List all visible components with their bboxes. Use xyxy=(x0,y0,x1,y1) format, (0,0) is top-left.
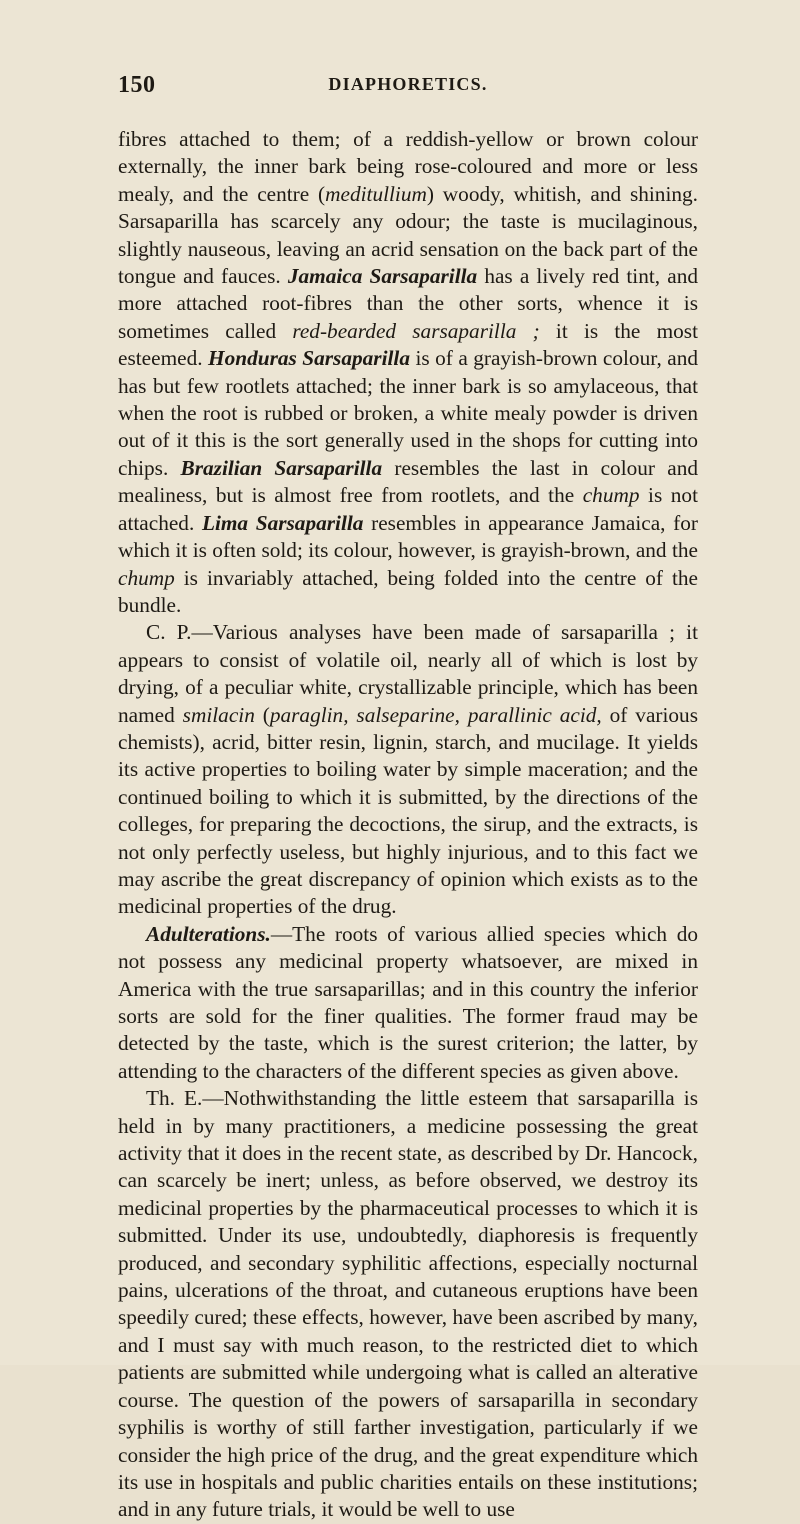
text-run: is invariably attached, being folded into the centre of the bundle. xyxy=(118,565,698,617)
text-run: has a lively red tint, and more attached root-fibres than the other sorts, whence it is sometimes called xyxy=(118,264,698,343)
chapter-title: DIAPHORETICS. xyxy=(328,74,488,94)
text-run: resembles the last in colour and mealiness, but is almost free from rootlets, and the xyxy=(118,455,698,508)
text-run: smilacin xyxy=(182,702,255,727)
text-run: Th. E.—Nothwithstanding the little esteem that sarsaparilla is held in by many practitioners, a medicine possessing the great activity that it does in the recent state, as described by Dr. Hancock, can scarcely be inert; unless, as before observed, we destroy its medicinal properties by the pharmaceutical processes to which it is submitted. Under its use, undoubtedly, diaphoresis is frequently produced, and secondary syphilitic affections, especially nocturnal pains, ulcerations of the throat, and cutaneous eruptions have been speedily cured; these effects, however, have been ascribed by many, and I must say with much reason, to the restricted diet to which patients are submitted while undergoing what is called an alterative course. The question of the powers of sarsaparilla in secondary syphilis is worthy of still farther investigation, particularly if we consider the high price of the drug, and the great expenditure which its use in hospitals and public charities entails on these institutions; and in any future trials, it would be well to use xyxy=(118,1086,698,1522)
body-text xyxy=(118,126,698,1524)
text-run: it is the most esteemed. xyxy=(118,318,698,371)
paragraph xyxy=(118,619,698,920)
text-run: is of a grayish-brown colour, and has but few rootlets attached; the inner bark is so amylaceous, that when the root is rubbed or broken, a white mealy powder is driven out of it this is the sort generally used in the shops for cutting into chips. xyxy=(118,346,698,480)
text-run: ) woody, whitish, and shining. Sarsaparilla has scarcely any odour; the taste is mucilaginous, slightly nauseous, leaving an acrid sensation on the back part of the tongue and fauces. xyxy=(118,181,698,289)
text-run: is not attached. xyxy=(118,483,698,535)
text-run: resembles in appearance Jamaica, for which it is often sold; its colour, however, is grayish-brown, and the xyxy=(118,510,698,563)
paragraph xyxy=(118,126,698,619)
text-run: chump xyxy=(582,483,640,508)
running-head xyxy=(118,72,698,104)
text-run: Brazilian Sarsaparilla xyxy=(180,455,383,480)
paragraph xyxy=(118,1085,698,1524)
page-number: 150 xyxy=(118,72,156,98)
text-run: Lima Sarsaparilla xyxy=(201,510,364,535)
text-run: Jamaica Sarsaparilla xyxy=(287,264,478,289)
text-run: of various chemists), acrid, bitter resin, lignin, starch, and mucilage. It yields its active properties to boiling water by simple maceration; and the continued boiling to which it is submitted, by the directions of the colleges, for preparing the decoctions, the sirup, and the extracts, is not only perfectly useless, but highly injurious, and to this fact we may ascribe the great discrepancy of opinion which exists as to the medicinal properties of the drug. xyxy=(118,702,698,919)
text-run: ( xyxy=(254,702,270,727)
text-run: —The roots of various allied species which do not possess any medicinal property whatsoever, are mixed in America with the true sarsaparillas; and in this country the inferior sorts are sold for the finer qualities. The former fraud may be detected by the taste, which is the surest criterion; the latter, by attending to the characters of the different species as given above. xyxy=(118,921,698,1083)
text-run: C. P.—Various analyses have been made of sarsaparilla ; it appears to consist of volatile oil, nearly all of which is lost by drying, of a peculiar white, crystallizable principle, which has been named xyxy=(118,620,698,727)
paragraph xyxy=(118,921,698,1085)
text-run: paraglin, salseparine, parallinic acid, xyxy=(269,702,602,727)
text-run: chump xyxy=(118,565,175,590)
text-run: Honduras Sarsaparilla xyxy=(208,346,410,371)
text-run: red-bearded sarsaparilla ; xyxy=(292,318,540,343)
text-run: Adulterations. xyxy=(146,921,271,946)
text-run: fibres attached to them; of a reddish-yellow or brown colour externally, the inner bark being rose-coloured and more or less mealy, and the centre ( xyxy=(118,127,698,206)
text-run: meditullium xyxy=(325,181,427,206)
